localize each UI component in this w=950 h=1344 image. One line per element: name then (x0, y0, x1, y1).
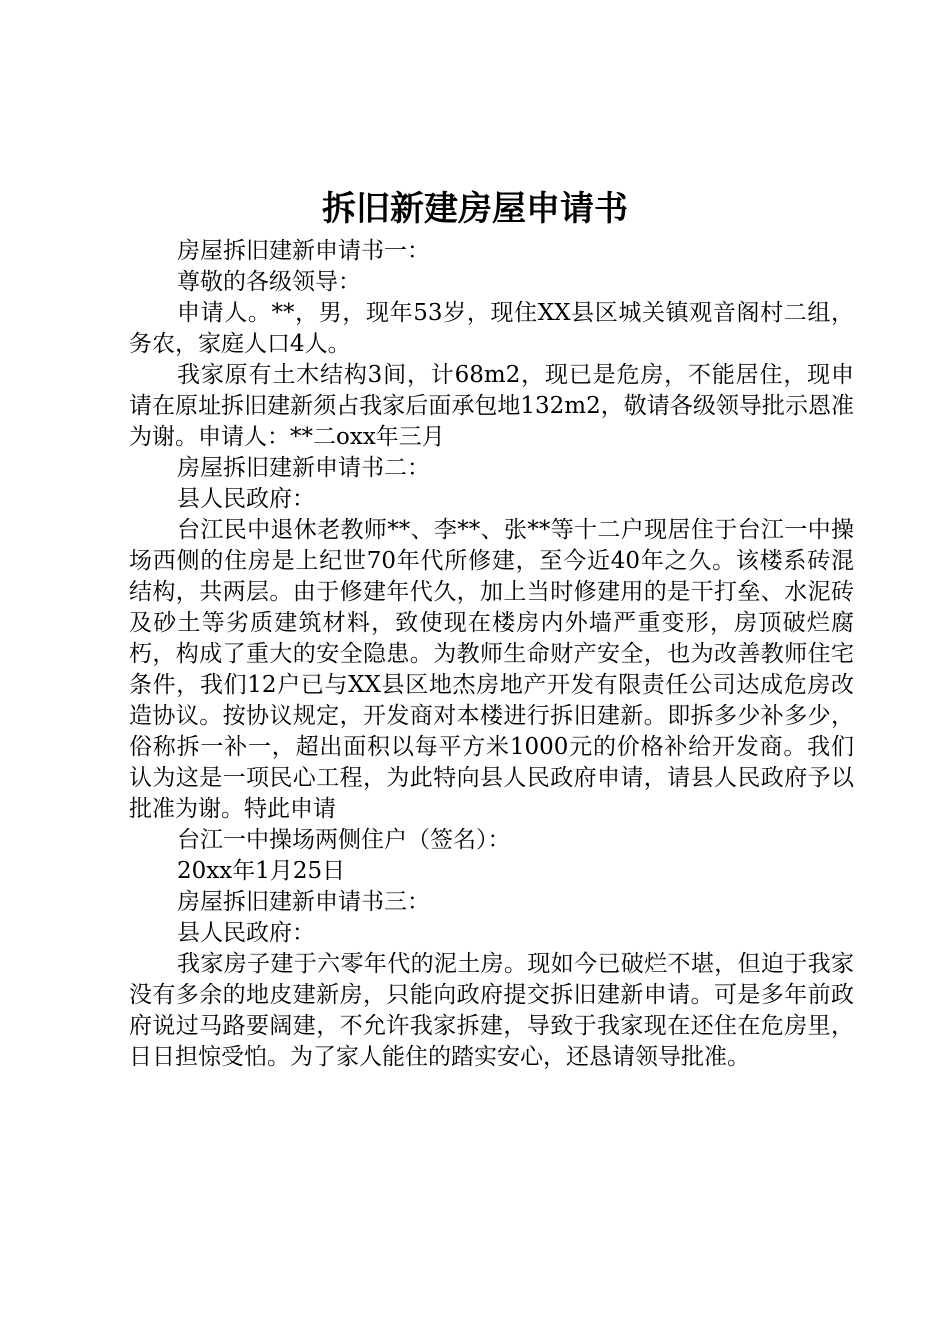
heading-application-three: 房屋拆旧建新申请书三： (177, 889, 430, 915)
heading-application-two: 房屋拆旧建新申请书二： (177, 455, 430, 481)
date-line: 20xx年1月25日 (177, 858, 346, 884)
salutation-county-government: 县人民政府： (177, 486, 315, 512)
document-body (129, 236, 854, 1073)
request-paragraph-one: 我家原有土木结构3间，计68m2，现已是危房，不能居住，现申请在原址拆旧建新须占我家后面承包地132m2，敬请各级领导批示恩准为谢。申请人：**二oxx年三月 (129, 362, 854, 450)
heading-application-one: 房屋拆旧建新申请书一： (177, 238, 430, 264)
signature-line: 台江一中操场两侧住户（签名）： (177, 827, 511, 853)
salutation-leaders: 尊敬的各级领导： (177, 269, 361, 295)
request-paragraph-two: 台江民中退休老教师**、李**、张**等十二户现居住于台江一中操场西侧的住房是上纪世70年代所修建，至今近40年之久。该楼系砖混结构，共两层。由于修建年代久，加上当时修建用的是干打垒、水泥砖及砂土等劣质建筑材料，致使现在楼房内外墙严重变形，房顶破烂腐朽，构成了重大的安全隐患。为教师生命财产安全，也为改善教师住宅条件，我们12户已与XX县区地杰房地产开发有限责任公司达成危房改造协议。按协议规定，开发商对本楼进行拆旧建新。即拆多少补多少，俗称拆一补一，超出面积以每平方米1000元的价格补给开发商。我们认为这是一项民心工程，为此特向县人民政府申请，请县人民政府予以批准为谢。特此申请 (129, 517, 854, 822)
salutation-county-government-2: 县人民政府： (177, 920, 315, 946)
request-paragraph-three: 我家房子建于六零年代的泥土房。现如今已破烂不堪，但迫于我家没有多余的地皮建新房，只能向政府提交拆旧建新申请。可是多年前政府说过马路要阔建，不允许我家拆建，导致于我家现在还住在危房里，日日担惊受怕。为了家人能住的踏实安心，还恳请领导批准。 (129, 951, 854, 1070)
applicant-info-paragraph: 申请人。**，男，现年53岁，现住XX县区城关镇观音阁村二组，务农，家庭人口4人。 (129, 300, 854, 357)
document-title: 拆旧新建房屋申请书 (322, 189, 628, 229)
